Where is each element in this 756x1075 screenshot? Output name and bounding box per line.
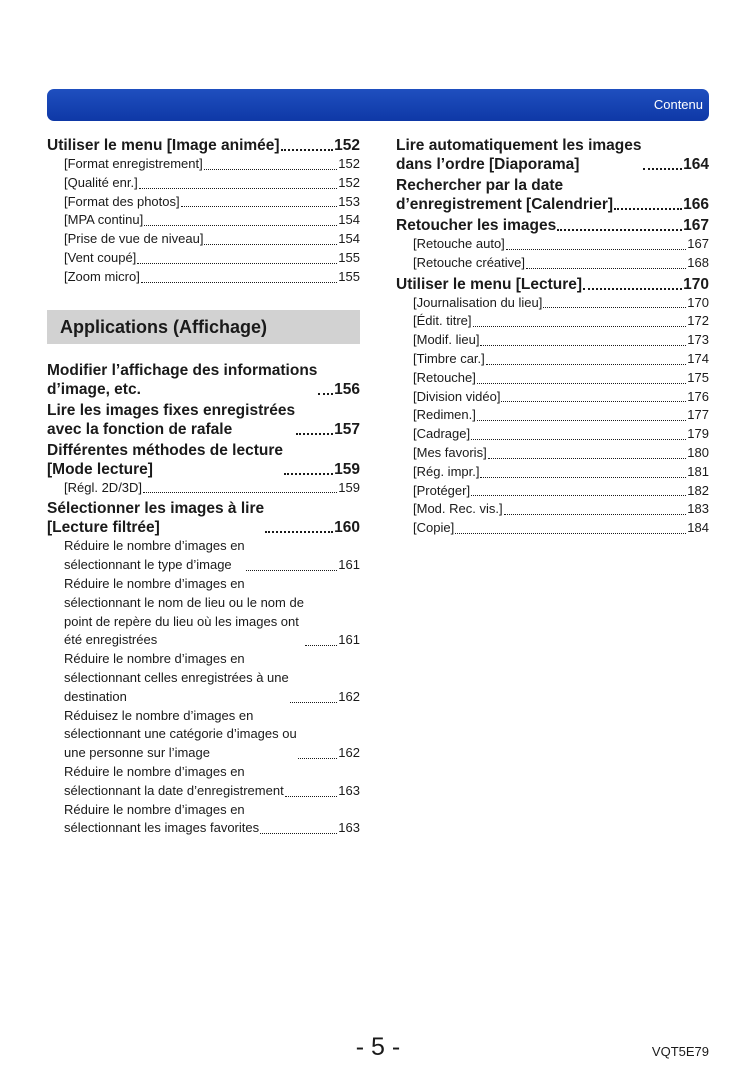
toc-subentry[interactable]: [Journalisation du lieu] 170	[413, 294, 709, 310]
toc-right-column	[396, 136, 709, 538]
toc-subentry[interactable]: [Format des photos] 153	[64, 193, 360, 209]
toc-subentry[interactable]: [Format enregistrement] 152	[64, 156, 360, 171]
toc-subentry[interactable]: Réduire le nombre d’images en sélectionnant celles enregistrées à une destination 162	[64, 651, 360, 704]
toc-entry-main[interactable]: Lire les images fixes enregistrées avec la fonction de rafale 157	[47, 401, 360, 438]
toc-subentry[interactable]: [Régl. 2D/3D] 159	[64, 479, 360, 495]
toc-subentry[interactable]: [Division vidéo] 176	[413, 388, 709, 404]
toc-subentry[interactable]: [Modif. lieu] 173	[413, 332, 709, 348]
toc-subentry[interactable]: [Prise de vue de niveau] 154	[64, 231, 360, 247]
toc-subentry[interactable]: [Qualité enr.] 152	[64, 174, 360, 190]
toc-subentry[interactable]: [Cadrage] 179	[413, 426, 709, 442]
toc-subentry[interactable]: [Protéger] 182	[413, 482, 709, 498]
toc-subentry[interactable]: Réduisez le nombre d’images en sélectionnant une catégorie d’images ou une personne sur l’image 162	[64, 707, 360, 761]
header-label: Contenu	[653, 97, 703, 112]
toc-subentry[interactable]: Réduire le nombre d’images en sélectionnant le nom de lieu ou le nom de point de repère du lieu où les images ont été enregistrées 161	[64, 575, 360, 648]
toc-subentry[interactable]: [Copie] 184	[413, 520, 709, 536]
toc-entry-main[interactable]: Utiliser le menu [Lecture] 170	[396, 275, 709, 293]
toc-entry-main[interactable]: Utiliser le menu [Image animée] 152	[47, 137, 360, 154]
toc-subentry[interactable]: [Retouche auto] 167	[413, 236, 709, 251]
toc-subentry[interactable]: [Redimen.] 177	[413, 407, 709, 423]
toc-subentry[interactable]: [Rég. impr.] 181	[413, 463, 709, 479]
section-heading-applications: Applications (Affichage)	[47, 310, 360, 344]
toc-subentry[interactable]: [Édit. titre] 172	[413, 313, 709, 329]
toc-subentry[interactable]: Réduire le nombre d’images en sélectionnant la date d’enregistrement 163	[64, 763, 360, 798]
toc-entry-main[interactable]: Rechercher par la date d’enregistrement [Calendrier] 166	[396, 177, 709, 213]
toc-subentry[interactable]: Réduire le nombre d’images en sélectionnant le type d’image 161	[64, 538, 360, 573]
toc-subentry[interactable]: [Mod. Rec. vis.] 183	[413, 501, 709, 517]
toc-subentry[interactable]: [Retouche] 175	[413, 369, 709, 385]
toc-left-column	[47, 136, 360, 838]
toc-entry-main[interactable]: Modifier l’affichage des informations d’image, etc. 156	[47, 361, 360, 398]
document-code: VQT5E79	[651, 1044, 709, 1059]
page-number: - 5 -	[355, 1033, 401, 1061]
toc-subentry[interactable]: [Retouche créative] 168	[413, 254, 709, 270]
toc-entry-main[interactable]: Différentes méthodes de lecture [Mode lecture] 159	[47, 441, 360, 478]
toc-entry-main[interactable]: Lire automatiquement les images dans l’ordre [Diaporama] 164	[396, 137, 709, 173]
toc-entry-main[interactable]: Retoucher les images 167	[396, 217, 709, 234]
header-bar	[47, 89, 709, 121]
toc-subentry[interactable]: [MPA continu] 154	[64, 212, 360, 228]
toc-subentry[interactable]: [Timbre car.] 174	[413, 350, 709, 366]
toc-subentry[interactable]: [Zoom micro] 155	[64, 268, 360, 284]
toc-entry-main[interactable]: Sélectionner les images à lire [Lecture filtrée] 160	[47, 500, 360, 537]
toc-subentry[interactable]: [Vent coupé] 155	[64, 249, 360, 265]
toc-subentry[interactable]: [Mes favoris] 180	[413, 444, 709, 460]
toc-subentry[interactable]: Réduire le nombre d’images en sélectionnant les images favorites 163	[64, 801, 360, 836]
